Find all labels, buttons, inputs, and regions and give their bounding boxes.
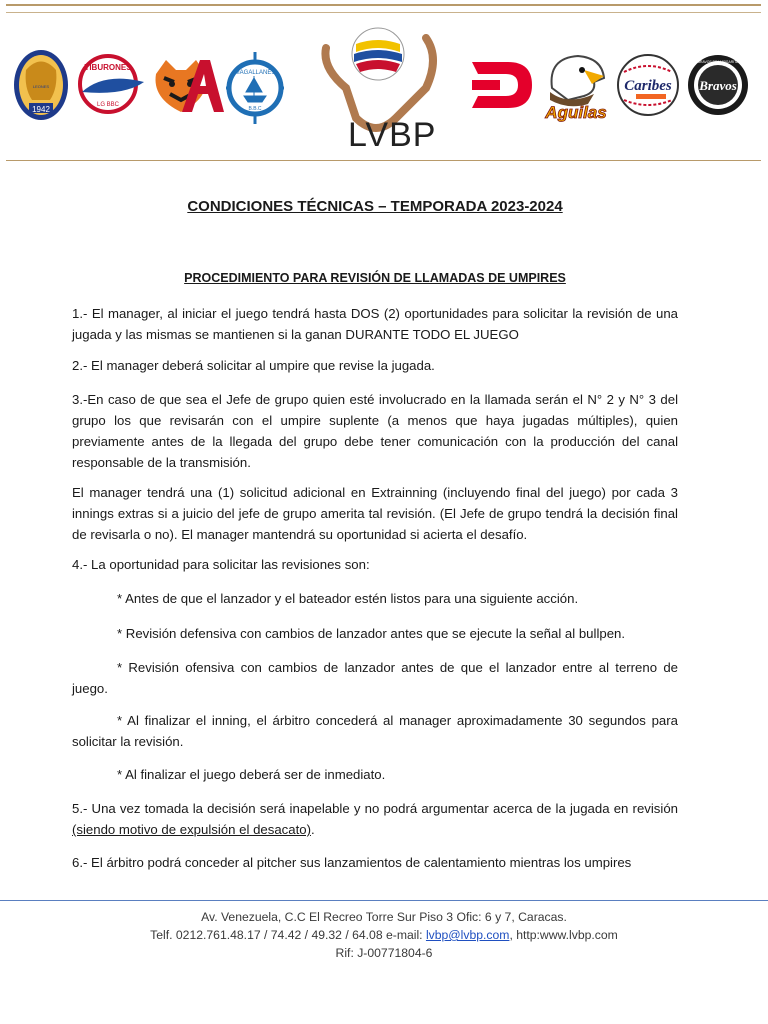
footer-address: Av. Venezuela, C.C El Recreo Torre Sur Piso 3 Ofic: 6 y 7, Caracas. xyxy=(201,910,567,924)
paragraph-6-end: . xyxy=(310,822,315,837)
section-title: PROCEDIMIENTO PARA REVISIÓN DE LLAMADAS DE UMPIRES xyxy=(184,271,566,285)
aguilas-text: Aguilas xyxy=(545,103,607,122)
paragraph-6 xyxy=(72,798,678,840)
footer-contact xyxy=(0,926,768,944)
document-title: CONDICIONES TÉCNICAS – TEMPORADA 2023-2024 xyxy=(187,198,563,215)
footer-rule xyxy=(0,900,768,901)
paragraph-3: 3.-En caso de que sea el Jefe de grupo quien esté involucrado en la llamada serán el N° 2 y N° 3 del grupo los que revisarán con el umpire suplente (a menos que haya jugadas múltiples), quien previamente antes de la llegada del grupo debe tener comunicación con la producción del canal responsable de la transmisión. xyxy=(72,392,678,470)
bravos-subtext: BRAVOS DE MARGARITA xyxy=(697,60,739,64)
footer-phones: Telf. 0212.761.48.17 / 74.42 / 49.32 / 64.08 e-mail: xyxy=(150,928,426,942)
cardenales-logo xyxy=(178,56,228,116)
footer xyxy=(0,908,768,962)
top-rule-thin xyxy=(6,12,761,13)
bravos-logo xyxy=(686,52,750,118)
magallanes-logo xyxy=(226,46,284,126)
lvbp-text: LVBP xyxy=(348,116,437,154)
d-logo xyxy=(468,58,534,112)
magallanes-text: MAGALLANES xyxy=(234,70,276,76)
paragraph-7: 6.- El árbitro podrá conceder al pitcher sus lanzamientos de calentamiento mientras los umpires xyxy=(72,855,632,870)
aguilas-logo xyxy=(538,48,612,124)
bullet-2: * Revisión defensiva con cambios de lanzador antes que se ejecute la señal al bullpen. xyxy=(117,626,626,641)
paragraph-4: El manager tendrá una (1) solicitud adicional en Extrainning (incluyendo final del juego) por cada 3 innings extras si a juicio del jefe de grupo amerita tal revisión. (El Jefe de grupo tendrá la decisión final de revisarla o no). El manager mantendrá su oportunidad si acierta el desafío. xyxy=(72,485,678,542)
bullet-4: * Al finalizar el inning, el árbitro concederá al manager aproximadamente 30 segundos para solicitar la revisión. xyxy=(72,713,678,749)
footer-rif: Rif: J-00771804-6 xyxy=(335,946,433,960)
paragraph-6-text: 5.- Una vez tomada la decisión será inapelable y no podrá argumentar acerca de la jugada en revisión xyxy=(72,801,678,816)
paragraph-6-underlined: (siendo motivo de expulsión el desacato) xyxy=(72,822,311,837)
bullet-5: * Al finalizar el juego deberá ser de inmediato. xyxy=(117,767,386,782)
tiburones-logo xyxy=(74,52,148,116)
bravos-text: Bravos xyxy=(699,78,737,93)
top-rule xyxy=(6,4,761,6)
leones-year: 1942 xyxy=(32,105,50,114)
paragraph-1: 1.- El manager, al iniciar el juego tendrá hasta DOS (2) oportunidades para solicitar la revisión de una jugada y las mismas se mantienen si la ganan DURANTE TODO EL JUEGO xyxy=(72,306,678,342)
magallanes-bbc: B.B.C xyxy=(248,106,262,112)
tiburones-bbc: LG BBC xyxy=(96,102,120,108)
tiburones-text: TIBURONES xyxy=(84,63,132,72)
lvbp-logo xyxy=(316,18,446,158)
email-link[interactable]: lvbp@lvbp.com xyxy=(425,928,510,942)
paragraph-5: 4.- La oportunidad para solicitar las revisiones son: xyxy=(72,557,370,572)
caribes-logo xyxy=(612,52,684,118)
footer-web: , http:www.lvbp.com xyxy=(509,928,618,942)
leones-label: LEONES xyxy=(32,84,50,89)
bullet-3: * Revisión ofensiva con cambios de lanzador antes de que el lanzador entre al terreno de juego. xyxy=(72,660,678,696)
bullet-1: * Antes de que el lanzador y el bateador estén listos para una siguiente acción. xyxy=(117,591,579,606)
paragraph-2: 2.- El manager deberá solicitar al umpire que revise la jugada. xyxy=(72,358,435,373)
leones-logo xyxy=(12,48,70,122)
header-logos xyxy=(0,18,768,158)
caribes-text: Caribes xyxy=(624,78,672,94)
header-rule xyxy=(6,160,761,161)
